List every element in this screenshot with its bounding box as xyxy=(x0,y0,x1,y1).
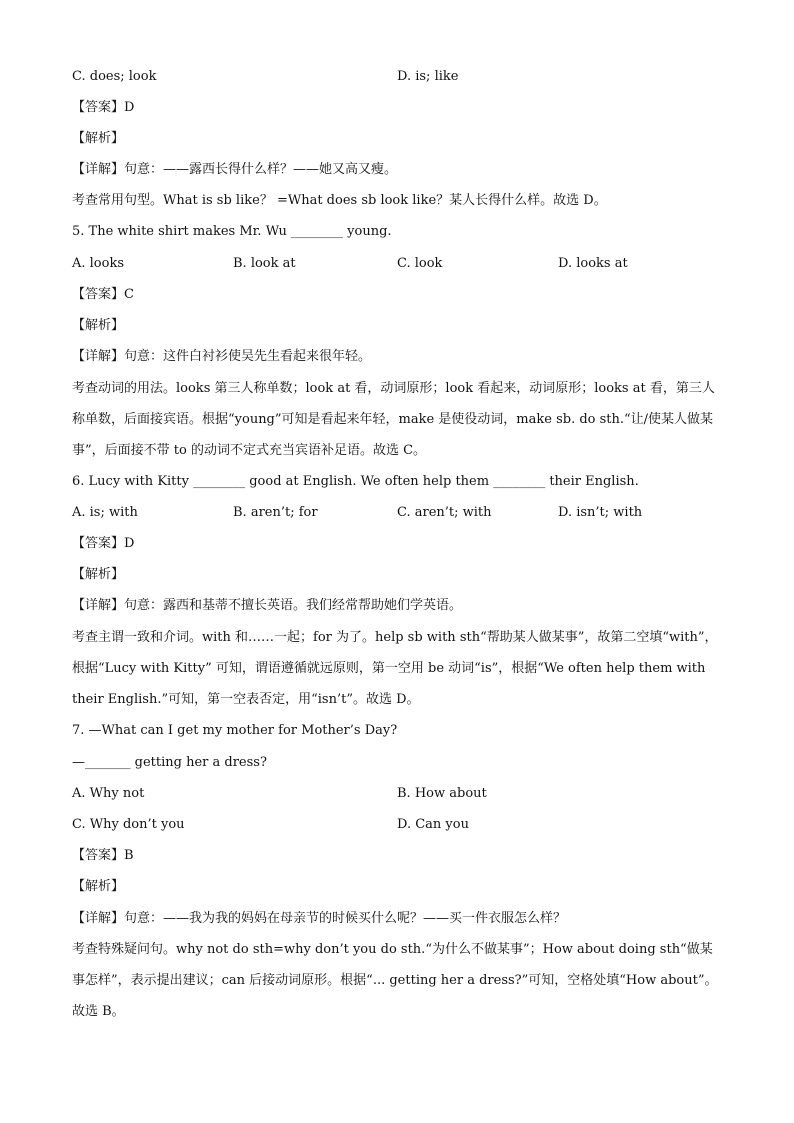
q7-answer: 【答案】B xyxy=(72,848,134,863)
q5-option-d: D. looks at xyxy=(558,256,628,271)
q7-option-b: B. How about xyxy=(397,786,487,801)
q7-detail: 【详解】句意：——我为我的妈妈在母亲节的时候买什么呢？——买一件衣服怎么样？ xyxy=(72,911,567,926)
q6-stem: 6. Lucy with Kitty ________ good at English. We often help them ________ their English. xyxy=(72,474,639,489)
q4-option-d: D. is; like xyxy=(397,69,459,84)
q7-option-c: C. Why don’t you xyxy=(72,817,185,832)
q5-explain: 考查动词的用法。looks 第三人称单数；look at 看，动词原形；look 看起来，动词原形；looks at 看，第三人称单数，后面接宾语。根据“young”可知是看起来年轻，make 是使役动词，make sb. do sth.“让/使某人做某事”，后面接不带 to 的动词不定式充当宾语补足语。故选 C。 xyxy=(72,381,715,458)
q7-stem-response: —_______ getting her a dress? xyxy=(72,755,267,770)
q6-explain: 考查主谓一致和介词。with 和……一起；for 为了。help sb with sth“帮助某人做某事”，故第二空填“with”，根据“Lucy with Kitty” 可知，谓语遵循就远原则，第一空用 be 动词“is”，根据“We often help them with their English.”可知，第一空表否定，用“isn’t”。故选 D。 xyxy=(72,630,718,707)
q7-stem: 7. —What can I get my mother for Mother’s Day? xyxy=(72,723,398,738)
q5-stem: 5. The white shirt makes Mr. Wu ________ young. xyxy=(72,224,392,239)
q6-option-d: D. isn’t; with xyxy=(558,505,643,520)
q5-analysis: 【解析】 xyxy=(72,318,125,333)
q7-explain: 考查特殊疑问句。why not do sth=why don’t you do sth.“为什么不做某事”；How about doing sth“做某事怎样”，表示提出建议；can 后接动词原形。根据“... getting her a dress?”可知，空格处填“How about”。故选 B。 xyxy=(72,942,718,1019)
q6-detail: 【详解】句意：露西和基蒂不擅长英语。我们经常帮助她们学英语。 xyxy=(72,598,463,613)
q6-analysis: 【解析】 xyxy=(72,567,125,582)
q6-option-a: A. is; with xyxy=(72,505,138,520)
q5-option-b: B. look at xyxy=(233,256,296,271)
q6-answer: 【答案】D xyxy=(72,536,135,551)
q4-option-c: C. does; look xyxy=(72,69,157,84)
q4-explain: 考查常用句型。What is sb like？ =What does sb look like？某人长得什么样。故选 D。 xyxy=(72,193,607,208)
q4-answer: 【答案】D xyxy=(72,100,135,115)
q7-option-a: A. Why not xyxy=(72,786,145,801)
q7-analysis: 【解析】 xyxy=(72,879,125,894)
q6-option-b: B. aren’t; for xyxy=(233,505,318,520)
q6-option-c: C. aren’t; with xyxy=(397,505,492,520)
q4-analysis: 【解析】 xyxy=(72,131,125,146)
q4-detail: 【详解】句意：——露西长得什么样？——她又高又瘦。 xyxy=(72,162,398,177)
q5-option-a: A. looks xyxy=(72,256,125,271)
q5-option-c: C. look xyxy=(397,256,443,271)
q5-detail: 【详解】句意：这件白衬衫使吴先生看起来很年轻。 xyxy=(72,349,372,364)
q5-answer: 【答案】C xyxy=(72,287,134,302)
q7-option-d: D. Can you xyxy=(397,817,469,832)
